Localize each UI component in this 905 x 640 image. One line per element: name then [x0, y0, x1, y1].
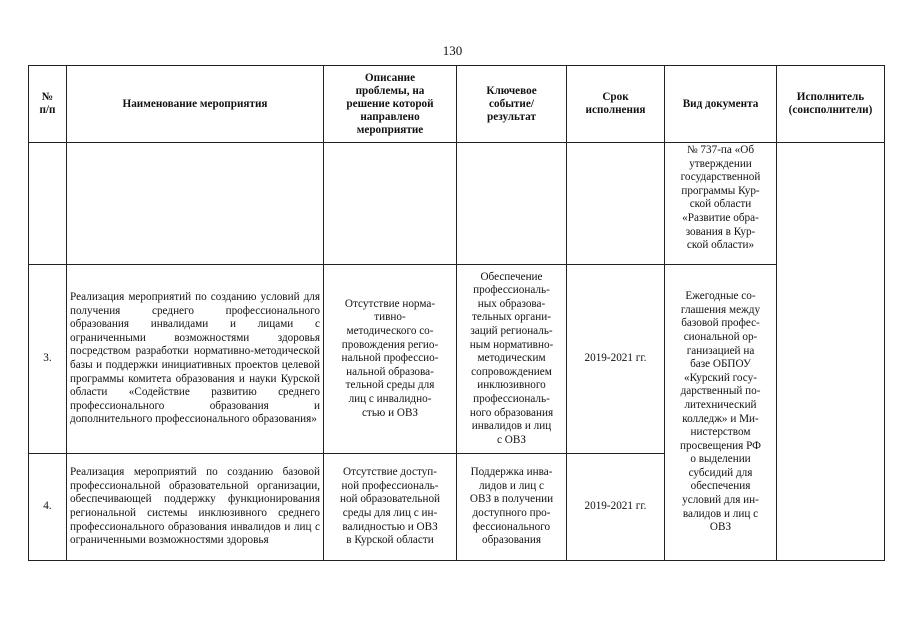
table-row [29, 265, 885, 454]
table-row-continuation [29, 143, 885, 265]
cell-empty [29, 143, 67, 265]
cell-measure-name: Реализация мероприятий по созданию условий для получения среднего профессионального образования инвалидами и лицами с ограниченными возможностями здоровья посредством разработки нормативно-методической базы и поддержки инициативных проектов целевой программы комитета образования и науки Курской области «Содействие развитию среднего профессионального образования и дополнительного профессионального образования» [67, 265, 324, 454]
cell-key-event: Поддержка инва- лидов и лиц с ОВЗ в получении доступного про- фессионального образования [457, 454, 567, 561]
cell-empty [567, 143, 665, 265]
cell-row-number: 4. [29, 454, 67, 561]
header-key-event: Ключевое событие/ результат [457, 66, 567, 143]
cell-empty [67, 143, 324, 265]
cell-executor-empty [777, 143, 885, 561]
cell-problem-description: Отсутствие норма- тивно- методического со- провождения регио- нальной профессио- нальной образова- тельной среды для лиц с инвалидно- стью и ОВЗ [324, 265, 457, 454]
measures-table [28, 65, 885, 561]
table-header-row [29, 66, 885, 143]
cell-document-continuation: № 737-па «Об утверждении государственной программы Кур- ской области «Развитие обра- зования в Кур- ской области» [665, 143, 777, 265]
page-number: 130 [442, 43, 463, 58]
header-number: № п/п [29, 66, 67, 143]
cell-document-shared: Ежегодные со- глашения между базовой профес- сиональной ор- ганизацией на базе ОБПОУ «Курский госу- дарственный по- литехнический колледж» и Ми- нистерством просвещения РФ о выделении субсидий для обеспечения условий для ин- валидов и лиц с ОВЗ [665, 265, 777, 561]
cell-term: 2019-2021 гг. [567, 454, 665, 561]
header-executor: Исполнитель (соисполнители) [777, 66, 885, 143]
cell-key-event: Обеспечение профессиональ- ных образова- тельных органи- заций региональ- ным нормативно- методическим сопровождением инклюзивного профессиональ- ного образования инвалидов и лиц с ОВЗ [457, 265, 567, 454]
header-document-type: Вид документа [665, 66, 777, 143]
header-problem-description: Описание проблемы, на решение которой направлено мероприятие [324, 66, 457, 143]
cell-term: 2019-2021 гг. [567, 265, 665, 454]
cell-empty [457, 143, 567, 265]
cell-empty [324, 143, 457, 265]
cell-problem-description: Отсутствие доступ- ной профессиональ- ной образовательной среды для лиц с ин- валидностью и ОВЗ в Курской области [324, 454, 457, 561]
cell-measure-name: Реализация мероприятий по созданию базовой профессиональной образовательной организации, обеспечивающей поддержку функционирования региональной системы инклюзивного среднего профессионального образования инвалидов и лиц с ограниченными возможностями здоровья [67, 454, 324, 561]
header-measure-name: Наименование мероприятия [67, 66, 324, 143]
header-term: Срок исполнения [567, 66, 665, 143]
cell-row-number: 3. [29, 265, 67, 454]
